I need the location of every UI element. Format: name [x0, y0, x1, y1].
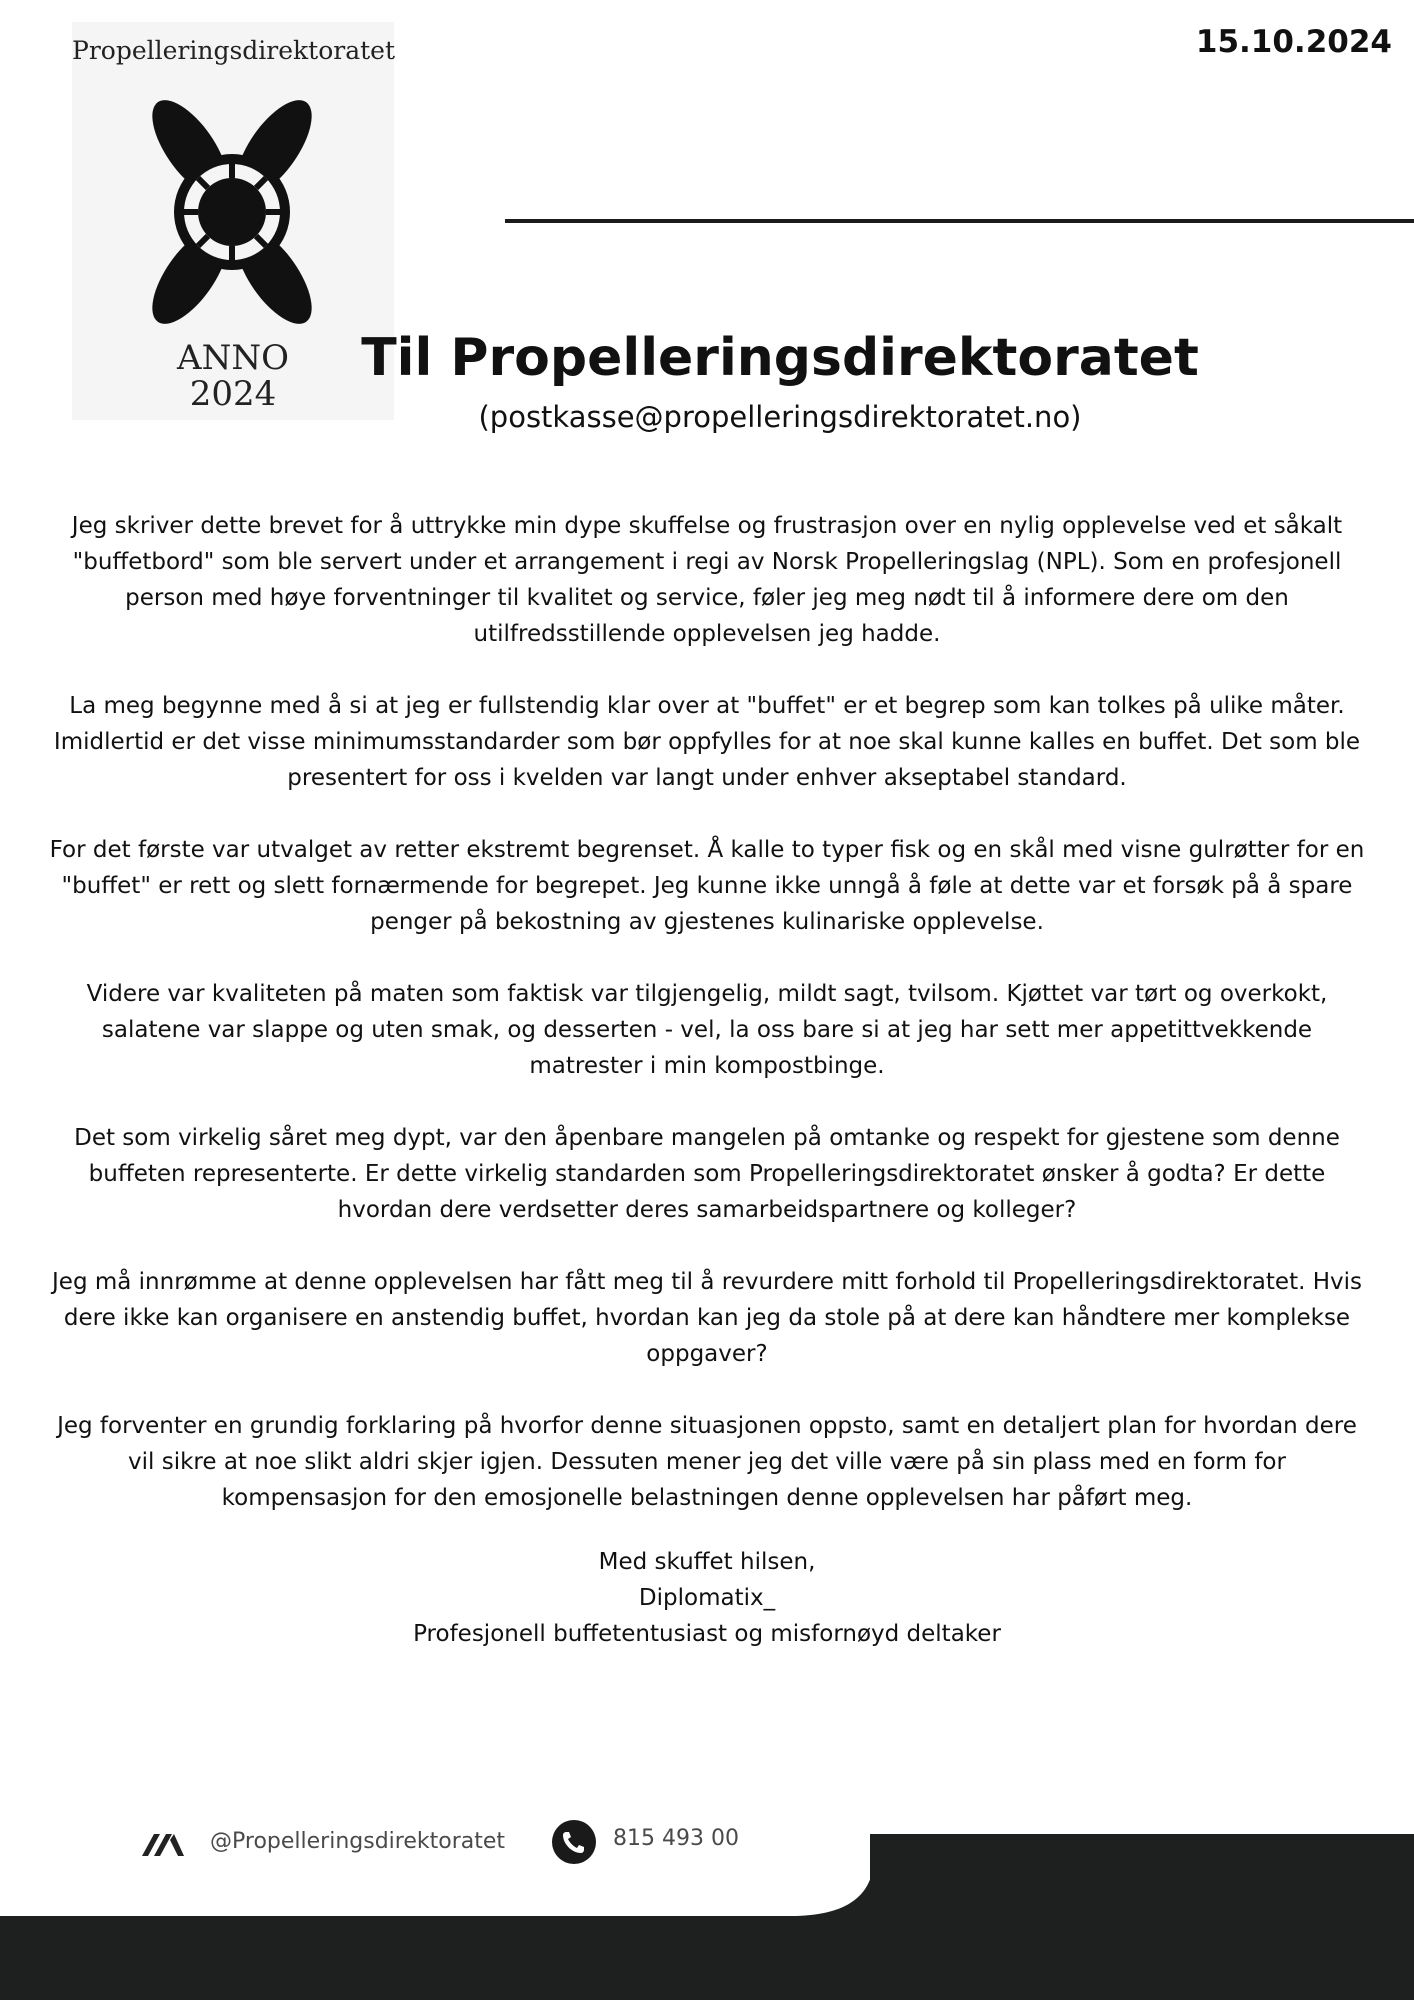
- phone-icon: [552, 1820, 596, 1864]
- closing-line: Med skuffet hilsen,: [598, 1549, 816, 1575]
- paragraph: La meg begynne med å si at jeg er fullstendig klar over at "buffet" er et begrep som kan tolkes på ulike måter. Imidlertid er det visse minimumsstandarder som bør oppfylles for at noe skal kunne kalles en buffet. Det som ble presentert for oss i kvelden var langt under enhver akseptabel standard.: [53, 693, 1361, 791]
- brand-logo-icon: [140, 1830, 186, 1858]
- recipient-email[interactable]: (postkasse@propelleringsdirektoratet.no): [478, 400, 1082, 434]
- letter-date: 15.10.2024: [1195, 24, 1392, 60]
- paragraph: Jeg må innrømme at denne opplevelsen har fått meg til å revurdere mitt forhold til Propelleringsdirektoratet. Hvis dere ikke kan organisere en anstendig buffet, hvordan kan jeg da stole på at dere kan håndtere mer komplekse oppgaver?: [52, 1269, 1362, 1367]
- paragraph: Jeg forventer en grundig forklaring på hvorfor denne situasjonen oppsto, samt en detaljert plan for hvordan dere vil sikre at noe slikt aldri skjer igjen. Dessuten mener jeg det ville være på sin plass med en form for kompensasjon for den emosjonelle belastningen denne opplevelsen har påført meg.: [57, 1413, 1357, 1511]
- header-divider: [505, 219, 1414, 223]
- logo-name: Propelleringsdirektoratet: [72, 36, 396, 65]
- footer-band: [0, 1916, 1414, 2000]
- paragraph: Jeg skriver dette brevet for å uttrykke min dype skuffelse og frustrasjon over en nylig opplevelse ved et såkalt "buffetbord" som ble servert under et arrangement i regi av Norsk Propelleringslag (NPL). Som en profesjonell person med høye forventninger til kvalitet og service, føler jeg meg nødt til å informere dere om den utilfredsstillende opplevelsen jeg hadde.: [71, 513, 1343, 647]
- signature-name: Diplomatix_: [638, 1585, 776, 1611]
- recipient-title: Til Propelleringsdirektoratet: [361, 328, 1199, 388]
- logo-anno-year: 2024: [189, 374, 277, 414]
- paragraph: For det første var utvalget av retter ekstremt begrenset. Å kalle to typer fisk og en skål med visne gulrøtter for en "buffet" er rett og slett fornærmende for begrepet. Jeg kunne ikke unngå å føle at dette var et forsøk på å spare penger på bekostning av gjestenes kulinariske opplevelse.: [49, 837, 1365, 935]
- letter-closing: [46, 1544, 1368, 1652]
- paragraph: Det som virkelig såret meg dypt, var den åpenbare mangelen på omtanke og respekt for gjestene som denne buffeten representerte. Er dette virkelig standarden som Propelleringsdirektoratet ønsker å godta? Er dette hvordan dere verdsetter deres samarbeidspartnere og kolleger?: [74, 1125, 1340, 1223]
- footer-tab: [870, 1834, 1414, 1916]
- social-handle[interactable]: @Propelleringsdirektoratet: [210, 1829, 506, 1854]
- propeller-icon: [142, 92, 322, 332]
- signature-title: Profesjonell buffetentusiast og misfornøyd deltaker: [413, 1621, 1001, 1647]
- letter-body: [46, 508, 1368, 1552]
- phone-number[interactable]: 815 493 00: [613, 1826, 739, 1851]
- logo-anno-word: ANNO: [177, 338, 289, 378]
- paragraph: Videre var kvaliteten på maten som faktisk var tilgjengelig, mildt sagt, tvilsom. Kjøttet var tørt og overkokt, salatene var slappe og uten smak, og desserten - vel, la oss bare si at jeg har sett mer appetittvekkende matrester i min kompostbinge.: [86, 981, 1328, 1079]
